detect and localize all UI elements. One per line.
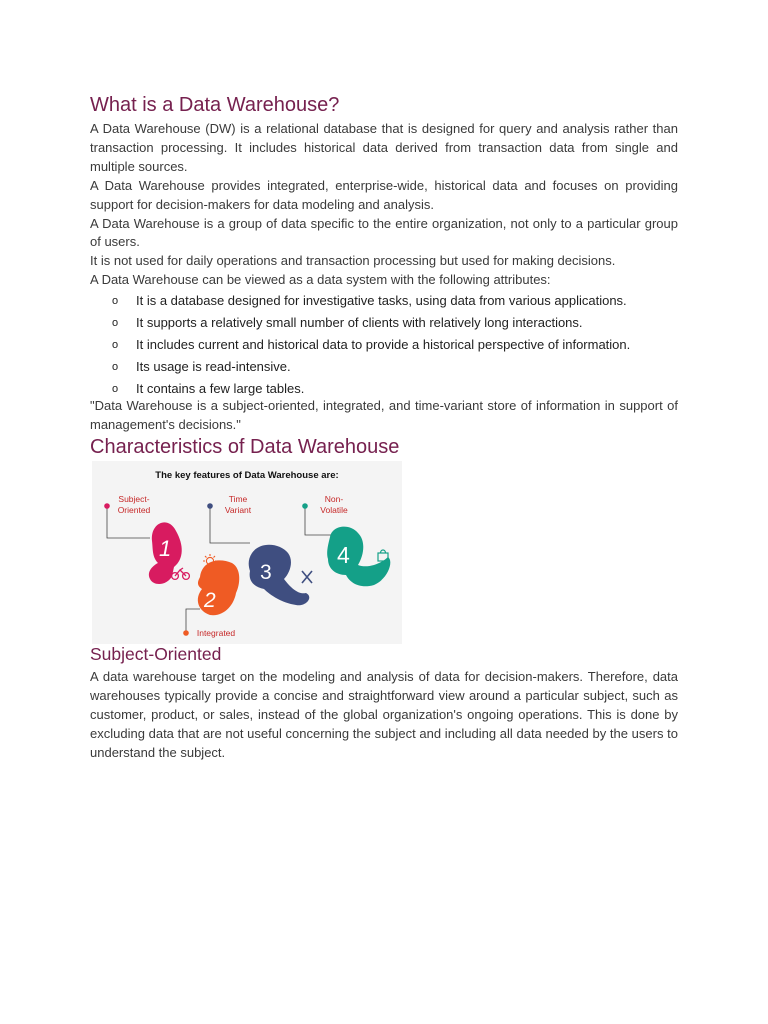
list-item-text: It contains a few large tables.: [136, 381, 305, 397]
page-title: What is a Data Warehouse?: [90, 94, 340, 116]
paragraph-definition: A Data Warehouse (DW) is a relational database that is designed for query and analysis rather than transaction processing. It includes historical data derived from transaction data from single and multiple sources.: [90, 121, 678, 174]
paragraph-integrated: A Data Warehouse provides integrated, enterprise-wide, historical data and focuses on providing support for decision-makers for data modeling and analysis.: [90, 177, 678, 212]
figure-heading: The key features of Data Warehouse are:: [155, 469, 339, 481]
list-item-text: It is a database designed for investigative tasks, using data from various applications.: [136, 293, 627, 309]
list-item-text: Its usage is read-intensive.: [136, 359, 291, 375]
subject-oriented-paragraph: A data warehouse target on the modeling and analysis of data for decision-makers. Therefore, data warehouses typically provide a concise and straightforward view around a particular subject, such as customer, product, or sales, instead of the global organization's ongoing operations. This is done by excluding data that are not useful concerning the subject and including all data needed by the users to understand the subject.: [90, 668, 678, 760]
shape-number-2: 2: [204, 588, 216, 612]
label-non-volatile-line2: Volatile: [320, 504, 348, 515]
characteristics-infographic: [92, 461, 402, 644]
list-item-text: It includes current and historical data to provide a historical perspective of information.: [136, 337, 631, 353]
shape-number-3: 3: [260, 560, 272, 584]
shape-3: [249, 545, 310, 606]
quote-paragraph: "Data Warehouse is a subject-oriented, integrated, and time-variant store of information in support of management's decisions.": [90, 398, 678, 433]
attributes-list: [90, 293, 678, 397]
label-time-variant-line1: Time: [228, 493, 248, 504]
marker-dot: [104, 503, 110, 509]
shape-number-1: 1: [159, 535, 172, 561]
label-time-variant-line2: Variant: [224, 504, 252, 515]
document-content: [90, 93, 678, 763]
bullet-icon: o: [112, 383, 119, 396]
label-subject-oriented-line1: Subject-: [118, 493, 150, 504]
list-item-text: It supports a relatively small number of clients with relatively long interactions.: [136, 315, 583, 331]
tools-icon: [302, 571, 312, 583]
bullet-icon: o: [112, 361, 119, 374]
list-item: [90, 359, 678, 375]
marker-dot: [302, 503, 308, 509]
shape-number-4: 4: [337, 541, 350, 568]
bullet-icon: o: [112, 317, 119, 330]
paragraph-attributes-intro: A Data Warehouse can be viewed as a data system with the following attributes:: [90, 272, 551, 288]
list-item: [90, 315, 678, 331]
label-non-volatile-line1: Non-: [324, 493, 344, 504]
bullet-icon: o: [112, 295, 119, 308]
list-item: [90, 381, 678, 397]
bicycle-icon: [172, 568, 190, 579]
characteristics-title: Characteristics of Data Warehouse: [90, 435, 400, 458]
paragraph-not-operations: It is not used for daily operations and transaction processing but used for making decisions.: [90, 253, 616, 269]
label-subject-oriented-line2: Oriented: [117, 504, 151, 515]
list-item: [90, 293, 678, 309]
paragraph-organization: A Data Warehouse is a group of data specific to the entire organization, not only to a particular group of users.: [90, 215, 678, 250]
marker-dot: [183, 630, 189, 636]
label-integrated: Integrated: [196, 627, 236, 638]
list-item: [90, 337, 678, 353]
subject-oriented-title: Subject-Oriented: [90, 643, 222, 664]
characteristics-figure: [92, 461, 402, 644]
bullet-icon: o: [112, 339, 119, 352]
marker-dot: [207, 503, 213, 509]
